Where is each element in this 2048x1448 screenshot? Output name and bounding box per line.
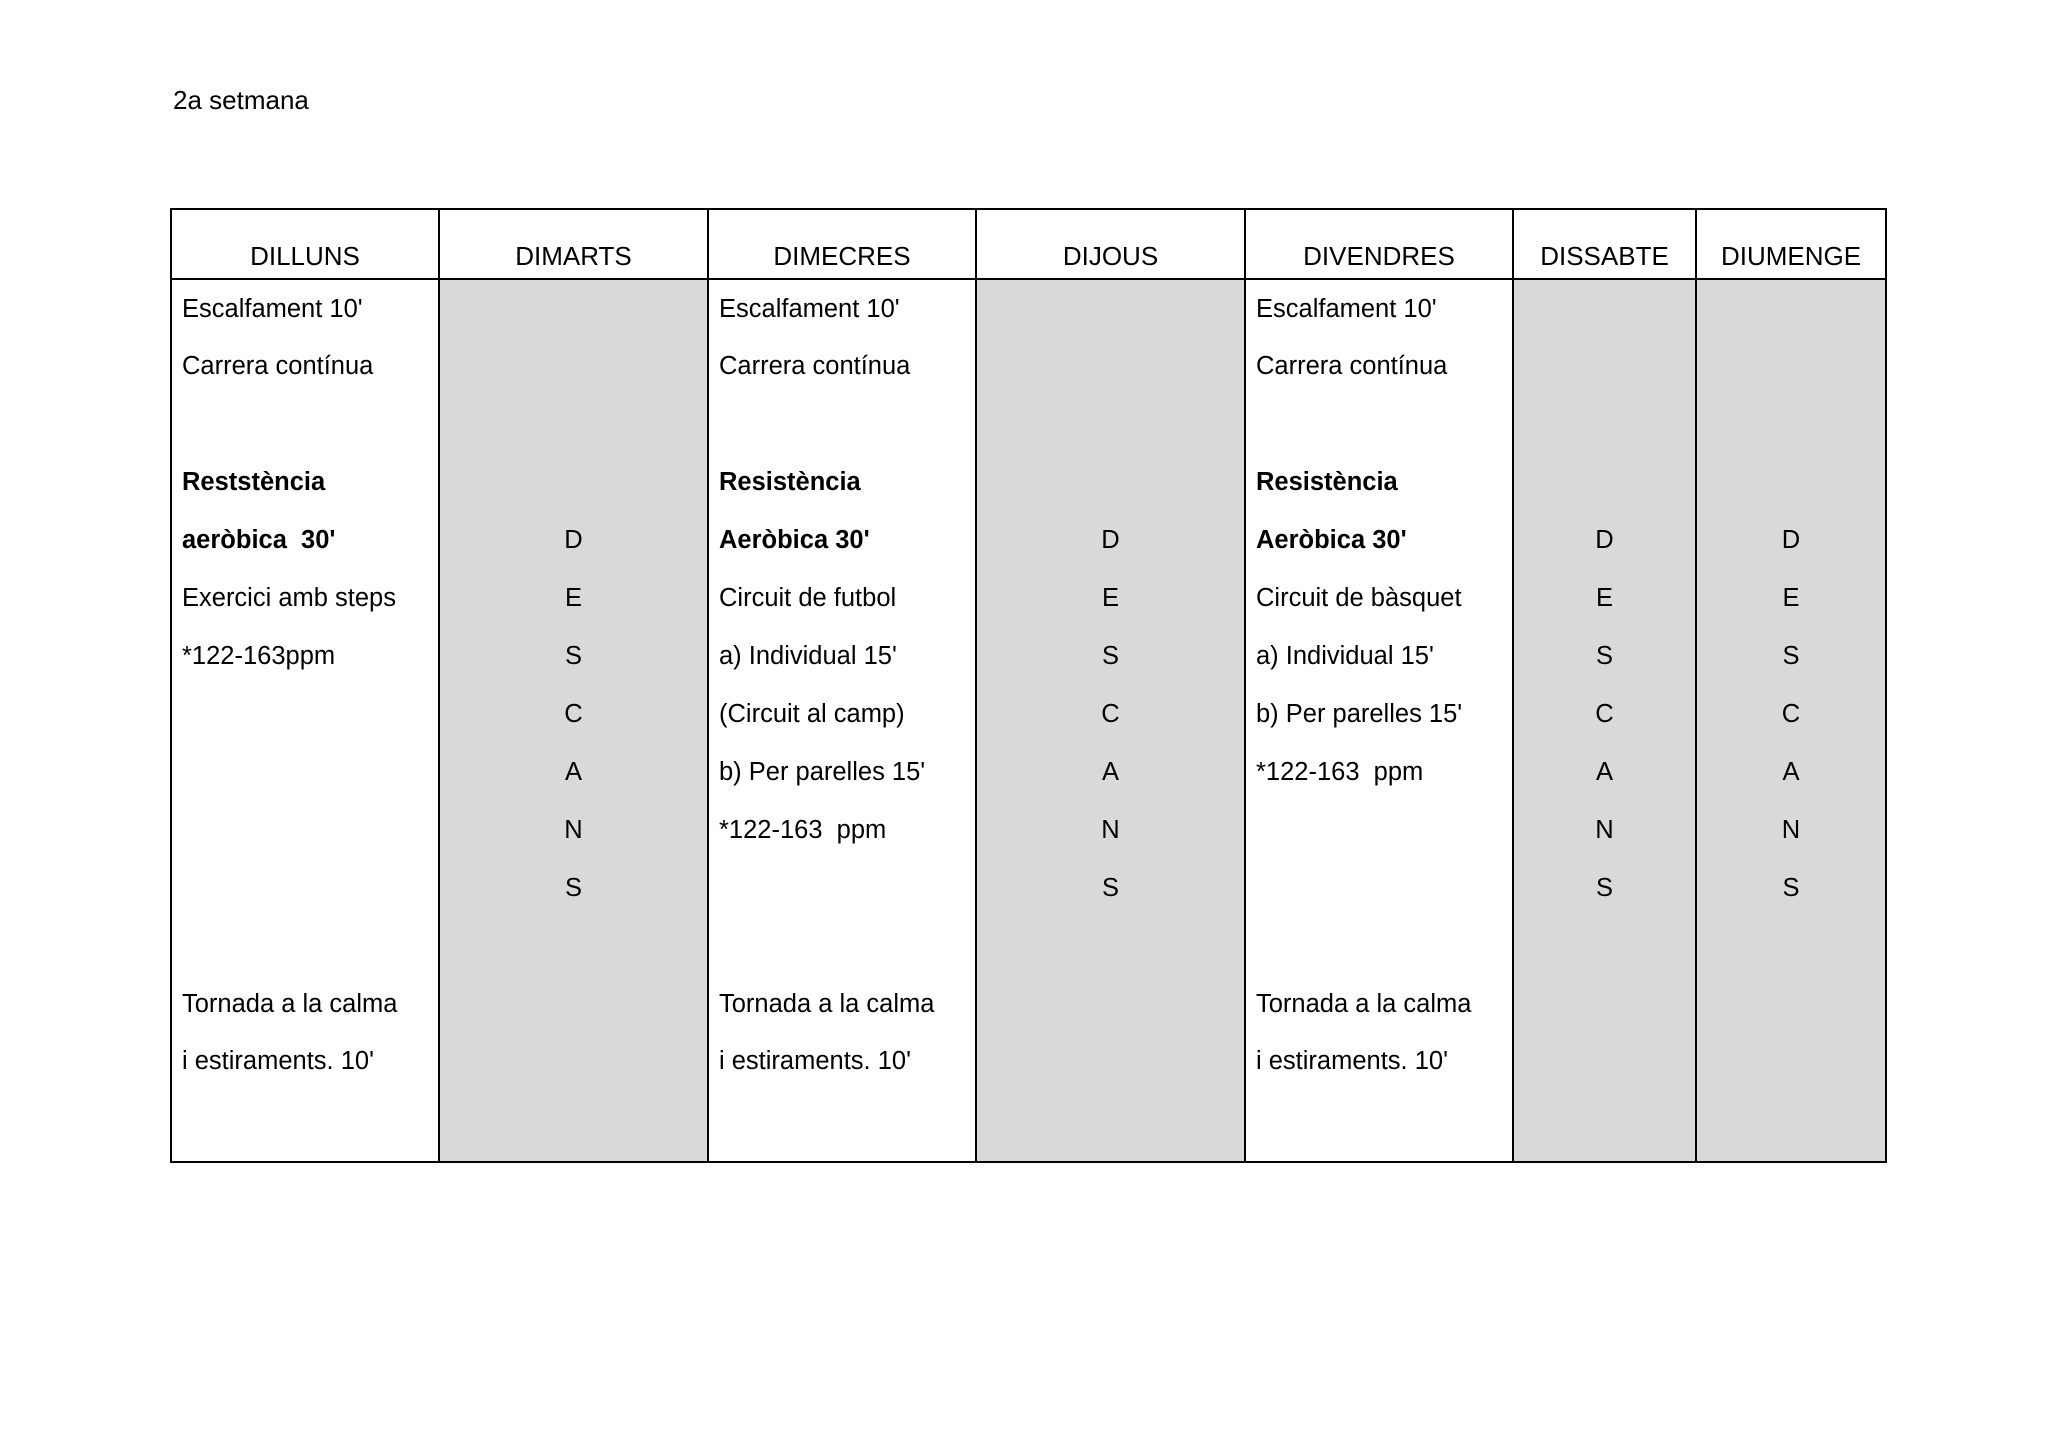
rest-letter: C [1781, 700, 1801, 728]
rest-letter: S [1782, 642, 1800, 670]
monday-stretching: i estiraments. 10' [182, 1047, 374, 1075]
header-wednesday: DIMECRES [709, 210, 977, 280]
rest-letter: N [1595, 816, 1614, 844]
header-monday: DILLUNS [172, 210, 440, 280]
rest-letter: E [1595, 584, 1613, 612]
friday-activity: Circuit de bàsquet [1256, 584, 1462, 612]
friday-section-subtitle: Aeròbica 30' [1256, 526, 1407, 554]
wednesday-warmup: Escalfament 10' [719, 295, 900, 323]
rest-letter: D [1101, 526, 1120, 554]
rest-letter: D [564, 526, 583, 554]
thursday-rest-cell [977, 280, 1246, 1161]
rest-letter: E [1782, 584, 1800, 612]
wednesday-run: Carrera contínua [719, 352, 911, 380]
header-friday: DIVENDRES [1246, 210, 1514, 280]
sunday-rest-cell [1697, 280, 1885, 1161]
wednesday-section-title: Resistència [719, 468, 861, 496]
rest-letter: S [564, 642, 582, 670]
wednesday-pairs: b) Per parelles 15' [719, 758, 926, 786]
friday-section-title: Resistència [1256, 468, 1398, 496]
tuesday-rest-cell [440, 280, 709, 1161]
monday-warmup: Escalfament 10' [182, 295, 363, 323]
weekly-schedule-table [170, 208, 1887, 1163]
wednesday-cooldown: Tornada a la calma [719, 990, 935, 1018]
saturday-rest-cell [1514, 280, 1697, 1161]
monday-activity: Exercici amb steps [182, 584, 396, 612]
rest-letter: S [1595, 642, 1613, 670]
monday-section-subtitle: aeròbica 30' [182, 526, 336, 554]
rest-letter: N [1101, 816, 1120, 844]
rest-letter: C [1101, 700, 1120, 728]
rest-letter: A [1595, 758, 1613, 786]
friday-ppm: *122-163 ppm [1256, 758, 1424, 786]
monday-section-title: Reststència [182, 468, 326, 496]
rest-letter: S [1101, 642, 1119, 670]
monday-cell [172, 280, 440, 1161]
rest-letter: D [1595, 526, 1614, 554]
friday-warmup: Escalfament 10' [1256, 295, 1437, 323]
monday-ppm: *122-163ppm [182, 642, 336, 670]
friday-run: Carrera contínua [1256, 352, 1448, 380]
header-sunday: DIUMENGE [1697, 210, 1885, 280]
rest-letter: N [1781, 816, 1801, 844]
header-tuesday: DIMARTS [440, 210, 709, 280]
rest-letter: S [1595, 874, 1613, 902]
page-title: 2a setmana [173, 85, 309, 115]
rest-letter: D [1781, 526, 1801, 554]
friday-individual: a) Individual 15' [1256, 642, 1434, 670]
friday-stretching: i estiraments. 10' [1256, 1047, 1448, 1075]
rest-letter: E [564, 584, 582, 612]
rest-letter: S [1101, 874, 1119, 902]
wednesday-note: (Circuit al camp) [719, 700, 905, 728]
header-saturday: DISSABTE [1514, 210, 1697, 280]
rest-letter: E [1101, 584, 1119, 612]
rest-letter: S [1782, 874, 1800, 902]
rest-letter: C [1595, 700, 1614, 728]
friday-cooldown: Tornada a la calma [1256, 990, 1472, 1018]
wednesday-section-subtitle: Aeròbica 30' [719, 526, 870, 554]
wednesday-activity: Circuit de futbol [719, 584, 897, 612]
wednesday-ppm: *122-163 ppm [719, 816, 887, 844]
monday-cooldown: Tornada a la calma [182, 990, 398, 1018]
header-thursday: DIJOUS [977, 210, 1246, 280]
rest-letter: A [1101, 758, 1119, 786]
rest-letter: S [564, 874, 582, 902]
rest-letter: C [564, 700, 583, 728]
wednesday-individual: a) Individual 15' [719, 642, 897, 670]
wednesday-stretching: i estiraments. 10' [719, 1047, 911, 1075]
rest-letter: A [1782, 758, 1800, 786]
friday-pairs: b) Per parelles 15' [1256, 700, 1463, 728]
wednesday-cell [709, 280, 977, 1161]
monday-run: Carrera contínua [182, 352, 374, 380]
friday-cell [1246, 280, 1514, 1161]
rest-letter: N [564, 816, 583, 844]
rest-letter: A [564, 758, 582, 786]
